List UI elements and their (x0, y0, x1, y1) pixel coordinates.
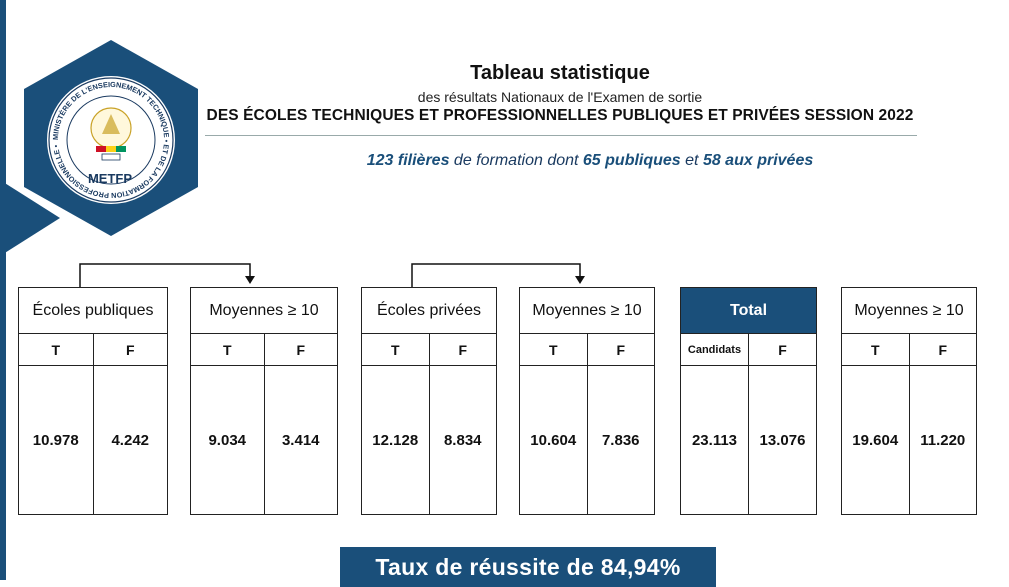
sub-header-t: T (222, 341, 232, 358)
column-header: Écoles privées (362, 288, 496, 334)
intro-publiques: 65 publiques (582, 152, 681, 169)
table-moyennes-privees (519, 287, 655, 515)
sub-header-f: F (748, 334, 816, 365)
sub-header-t: T (548, 341, 558, 358)
value-t: 10.604 (530, 431, 577, 449)
value-f: 13.076 (748, 366, 816, 514)
intro-filieres: 123 filières (366, 152, 450, 169)
column-header: Moyennes ≥ 10 (520, 288, 654, 334)
sub-header-f: F (264, 334, 338, 365)
page-headline: DES ÉCOLES TECHNIQUES ET PROFESSIONNELLES PUBLIQUES ET PRIVÉES SESSION 2022 (206, 107, 914, 124)
value-candidats: 23.113 (691, 431, 738, 449)
intro-line (250, 152, 930, 170)
sub-header-candidats: Candidats (687, 343, 742, 356)
value-t: 12.128 (372, 431, 419, 449)
column-header: Moyennes ≥ 10 (191, 288, 337, 334)
value-t: 10.978 (32, 431, 79, 449)
page-title: Tableau statistique (470, 62, 650, 84)
value-f: 3.414 (264, 366, 338, 514)
table-moyennes-total (841, 287, 977, 515)
value-f: 11.220 (909, 366, 977, 514)
logo-hexagon (22, 38, 200, 238)
sub-header-t: T (870, 341, 880, 358)
value-f: 7.836 (587, 366, 655, 514)
table-total (680, 287, 817, 515)
column-header: Moyennes ≥ 10 (842, 288, 976, 334)
value-f: 4.242 (93, 366, 168, 514)
header-divider (205, 135, 917, 136)
value-f: 8.834 (429, 366, 497, 514)
table-ecoles-privees (361, 287, 497, 515)
intro-text-2: et (680, 152, 703, 169)
sub-header-t: T (51, 341, 61, 358)
sub-header-f: F (909, 334, 977, 365)
value-t: 9.034 (208, 431, 247, 449)
left-stripe (0, 0, 6, 580)
page-subtitle: des résultats Nationaux de l'Examen de sortie (417, 89, 703, 105)
value-t: 19.604 (852, 431, 899, 449)
connector-arrow-public (70, 258, 270, 290)
connector-arrow-private (400, 258, 600, 290)
sub-header-f: F (587, 334, 655, 365)
table-moyennes-publiques (190, 287, 338, 515)
logo-ring-text: MINISTÈRE DE L'ENSEIGNEMENT TECHNIQUE • ET DE LA FORMATION PROFESSIONNELLE • (50, 79, 172, 201)
sub-header-f: F (429, 334, 497, 365)
table-ecoles-publiques (18, 287, 168, 515)
column-header: Écoles publiques (19, 288, 167, 334)
metfp-logo (22, 38, 200, 238)
success-rate-banner: Taux de réussite de 84,94% (340, 547, 716, 587)
sub-header-f: F (93, 334, 168, 365)
logo-acronym: METFP (87, 171, 133, 186)
column-header-total: Total (681, 288, 816, 334)
intro-privees: 58 aux privées (702, 152, 814, 169)
intro-text-1: de formation dont (449, 152, 583, 169)
sub-header-t: T (390, 341, 400, 358)
